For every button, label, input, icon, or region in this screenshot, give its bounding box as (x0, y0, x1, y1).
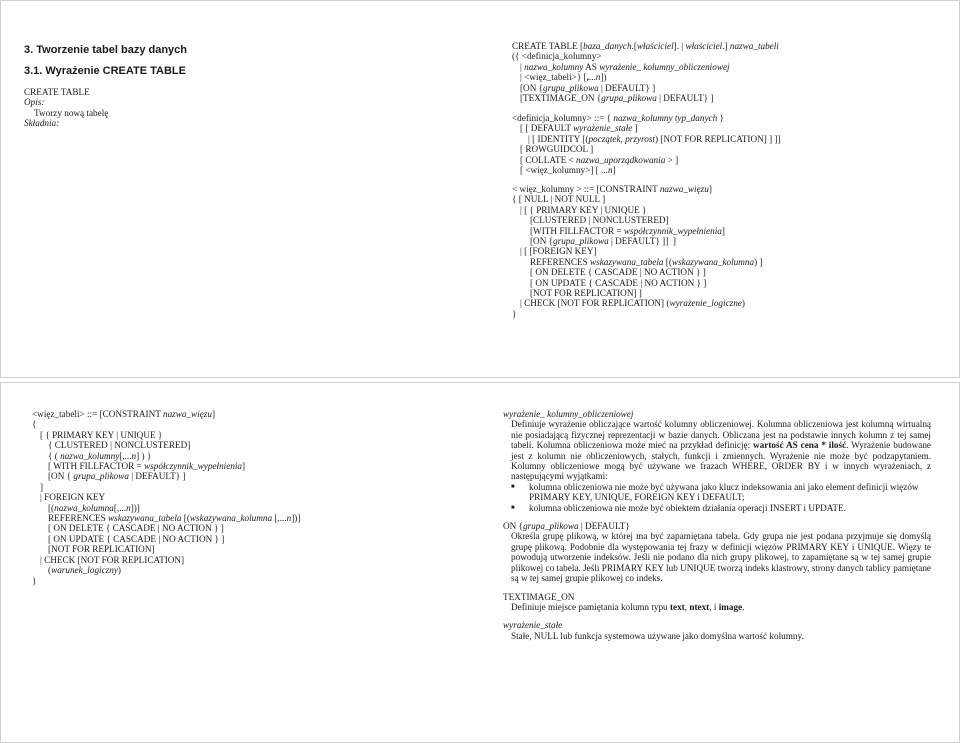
computed-column-description: Definiuje wyrażenie obliczające wartość kolumny obliczeniowej. Kolumna obliczeniowa jest kolumną wirtualną nie posiadającą fizycznej reprezentacji w bazie danych. Obliczana jest na podstawie innych kolumn z tej samej tabeli. Kolumna obliczeniowa może mieć na przykład definicję: wartość AS cena * ilość. Wyrażenie budowane jest z kolumn nie obliczeniowych, stałych, funkcji i zmiennych. Wyrażenie nie może być podzapytaniem. Kolumny obliczeniowe mogą być używane we frazach WHERE, ORDER BY i w innych wyrażeniach, z następującymi wyjątkami: (511, 419, 932, 482)
column-definition-syntax (512, 113, 781, 175)
syntax-line: [ { PRIMARY KEY | UNIQUE } (40, 429, 163, 440)
syntax-line: [ <więz_kolumny>] [ ...n] (520, 165, 616, 176)
syntax-line: [NOT FOR REPLICATION] (48, 544, 155, 555)
syntax-line: [ON { grupa_plikowa | DEFAULT} ] (48, 471, 186, 482)
table-constraint-syntax (32, 409, 300, 586)
constant-expression-description: Stałe, NULL lub funkcja systemowa używane jako domyślna wartość kolumny. (511, 630, 804, 641)
syntax-line: } (32, 575, 37, 586)
textimage-description: Definiuje miejsce pamiętania kolumn typu text, ntext, i image. (511, 601, 745, 612)
syntax-line: [CLUSTERED | NONCLUSTERED] (530, 215, 669, 226)
exception-item: ■ kolumna obliczeniowa nie może być używana jako klucz indeksowania ani jako element definicji więzów PRIMARY KEY, UNIQUE, FOREIGN KEY i DEFAULT; (503, 482, 931, 503)
on-filegroup-description: Określa grupę plikową, w której ma być zapamiętana tabela. Gdy grupa nie jest podana przyjmuje się domyślą grupę plikową. Podobnie dla występowania tej frazy w definicji więzów PRIMARY KEY i UNIQUE. Więzy te powodują utworzenie indeksów. Jeśli nie podano dla nich grupy plikowej, to zapamiętane są w tej samej grupie plikowej co tabela. Jeśli PRIMARY KEY lub UNIQUE tworzą indeks klastrowy, strony danych tablicy pamiętane są w tej samej grupie plikowej co indeks. (511, 531, 931, 584)
syntax-line: <definicja_kolumny> ::= { nazwa_kolumny typ_danych } (512, 113, 724, 123)
skladnia-label: Składnia: (24, 118, 60, 129)
syntax-line: | <więz_tabeli>} [,...n]) (520, 72, 607, 83)
syntax-line: [ON {grupa_plikowa | DEFAULT} ] (520, 82, 656, 93)
syntax-line: [ WITH FILLFACTOR = współczynnik_wypełnienia] (48, 461, 246, 472)
syntax-line: ({ <definicja_kolumny> (512, 51, 602, 62)
syntax-line: (warunek_logiczny) (48, 565, 121, 576)
create-table-syntax (512, 41, 779, 103)
syntax-line: { ( nazwa_kolumny[,...n] ) } (48, 450, 152, 461)
syntax-line: } (512, 308, 517, 319)
descriptions (503, 409, 931, 641)
syntax-line: [(nazwa_kolumna[,...n])] (48, 502, 140, 513)
syntax-line: | [ IDENTITY [(początek, przyrost) [NOT FOR REPLICATION] ] ]] (528, 133, 781, 144)
syntax-line: [ COLLATE < nazwa_uporządkowania > ] (520, 154, 679, 165)
term-on-filegroup: ON {grupa_plikowa | DEFAULT} (503, 521, 630, 532)
opis-label: Opis: (24, 97, 45, 108)
syntax-line: [ ON DELETE { CASCADE | NO ACTION } ] (48, 523, 224, 534)
syntax-line: { [ NULL | NOT NULL ] (512, 194, 606, 205)
subsection-heading: 3.1. Wyrażenie CREATE TABLE (24, 65, 186, 77)
syntax-line: ] (40, 481, 44, 492)
syntax-line: [WITH FILLFACTOR = współczynnik_wypełnienia] (530, 225, 725, 236)
term-constant-expression: wyrażenie_stałe (503, 620, 563, 631)
syntax-line: | CHECK [NOT FOR REPLICATION] (40, 554, 185, 565)
syntax-line: [NOT FOR REPLICATION] ] (530, 288, 642, 299)
term-textimage-on: TEXTIMAGE_ON (503, 591, 575, 602)
syntax-line: [ ON DELETE { CASCADE | NO ACTION } ] (530, 267, 706, 278)
syntax-line: [ ROWGUIDCOL ] (520, 144, 594, 155)
syntax-line: | CHECK [NOT FOR REPLICATION] (wyrażenie_logiczne) (520, 298, 745, 309)
syntax-line: | [ [FOREIGN KEY] (520, 246, 597, 257)
syntax-line: < więz_kolumny > ::= [CONSTRAINT nazwa_więzu] (512, 184, 712, 194)
syntax-line: <więz_tabeli> ::= [CONSTRAINT nazwa_więzu] (32, 409, 216, 419)
syntax-line: [ [ DEFAULT wyrażenie_stałe ] (520, 123, 638, 134)
summary-title: CREATE TABLE (24, 87, 90, 97)
section-heading: 3. Tworzenie tabel bazy danych (24, 44, 188, 56)
syntax-line: { CLUSTERED | NONCLUSTERED] (48, 440, 191, 451)
syntax-line: [ ON UPDATE { CASCADE | NO ACTION } ] (48, 533, 225, 544)
syntax-line: | [ { PRIMARY KEY | UNIQUE } (520, 204, 647, 215)
syntax-line: REFERENCES wskazywana_tabela [(wskazywana_kolumna) ] (530, 256, 763, 267)
exception-item: ■ kolumna obliczeniowa nie może być obiektem działania operacji INSERT i UPDATE. (503, 503, 931, 513)
create-table-summary (24, 87, 108, 129)
term-computed-column: wyrażenie_ kolumny_obliczeniowej (503, 409, 634, 419)
syntax-line: CREATE TABLE [baza_danych.[właściciel]. | właściciel.] nazwa_tabeli (512, 41, 779, 51)
opis-text: Tworzy nową tabelę (34, 107, 109, 118)
syntax-line: REFERENCES wskazywana_tabela [(wskazywana_kolumna [,...n])] (48, 513, 301, 524)
column-constraint-syntax (512, 184, 763, 319)
syntax-line: | FOREIGN KEY (40, 492, 106, 503)
syntax-line: [ON {grupa_plikowa | DEFAULT} ]] ] (530, 236, 676, 247)
syntax-line: | nazwa_kolumny AS wyrażenie_ kolumny_obliczeniowej (520, 61, 730, 72)
syntax-line: [TEXTIMAGE_ON {grupa_plikowa | DEFAULT} ] (520, 93, 714, 104)
syntax-line: [ ON UPDATE { CASCADE | NO ACTION } ] (530, 277, 707, 288)
syntax-line: { (32, 419, 37, 430)
